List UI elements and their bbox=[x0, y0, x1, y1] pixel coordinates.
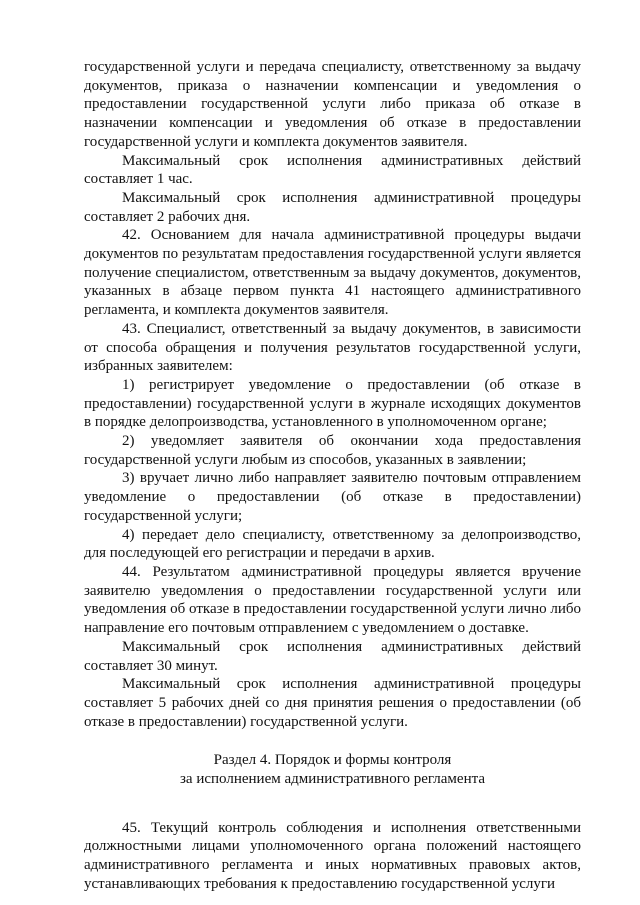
list-item-1: 1) регистрирует уведомление о предоставлении (об отказе в предоставлении) государственной услуги в журнале исходящих документов в порядке делопроизводства, установленного в уполномоченном органе; bbox=[84, 376, 581, 431]
paragraph-max-time-actions: Максимальный срок исполнения административных действий составляет 1 час. bbox=[84, 152, 581, 188]
paragraph-45: 45. Текущий контроль соблюдения и исполнения ответственными должностными лицами уполномоченного органа положений настоящего административного регламента и иных нормативных правовых актов, устанавливающих требования к предоставлению государственной услуги bbox=[84, 819, 581, 892]
paragraph-max-time-actions-2: Максимальный срок исполнения административных действий составляет 30 минут. bbox=[84, 638, 581, 674]
paragraph-43: 43. Специалист, ответственный за выдачу документов, в зависимости от способа обращения и получения результатов государственной услуги, избранных заявителем: bbox=[84, 320, 581, 375]
spacer bbox=[84, 731, 581, 751]
list-item-2: 2) уведомляет заявителя об окончании хода предоставления государственной услуги любым из способов, указанных в заявлении; bbox=[84, 433, 581, 468]
paragraph-max-time-procedure: Максимальный срок исполнения административной процедуры составляет 2 рабочих дня. bbox=[84, 189, 581, 225]
list-item-3: 3) вручает лично либо направляет заявителю почтовым отправлением уведомление о предоставлении (об отказе в предоставлении) государственной услуги; bbox=[84, 470, 581, 524]
section-heading-line1: Раздел 4. Порядок и формы контроля bbox=[213, 752, 452, 769]
paragraph-continuation: государственной услуги и передача специалисту, ответственному за выдачу документов, приказа о назначении компенсации и уведомления о предоставлении государственной услуги либо приказа об отказе в назначении компенсации и уведомления об отказе в предоставлении государственной услуги и комплекта документов заявителя. bbox=[84, 59, 581, 150]
spacer bbox=[84, 789, 581, 819]
section-heading-line2: за исполнением административного регламента bbox=[180, 771, 485, 788]
list-item-4: 4) передает дело специалисту, ответственному за делопроизводство, для последующей его регистрации и передачи в архив. bbox=[84, 526, 581, 562]
paragraph-max-time-procedure-2: Максимальный срок исполнения административной процедуры составляет 5 рабочих дней со дня принятия решения о предоставлении (об отказе в предоставлении) государственной услуги. bbox=[84, 676, 581, 730]
document-page bbox=[84, 58, 581, 894]
paragraph-44: 44. Результатом административной процедуры является вручение заявителю уведомления о предоставлении государственной услуги или уведомления об отказе в предоставлении государственной услуги лично либо направление его почтовым отправлением с уведомлением о доставке. bbox=[84, 563, 581, 637]
paragraph-42: 42. Основанием для начала административной процедуры выдачи документов по результатам предоставления государственной услуги является получение специалистом, ответственным за выдачу документов, документов, указанных в абзаце первом пункта 41 настоящего административного регламента, и комплекта документов заявителя. bbox=[84, 227, 581, 319]
